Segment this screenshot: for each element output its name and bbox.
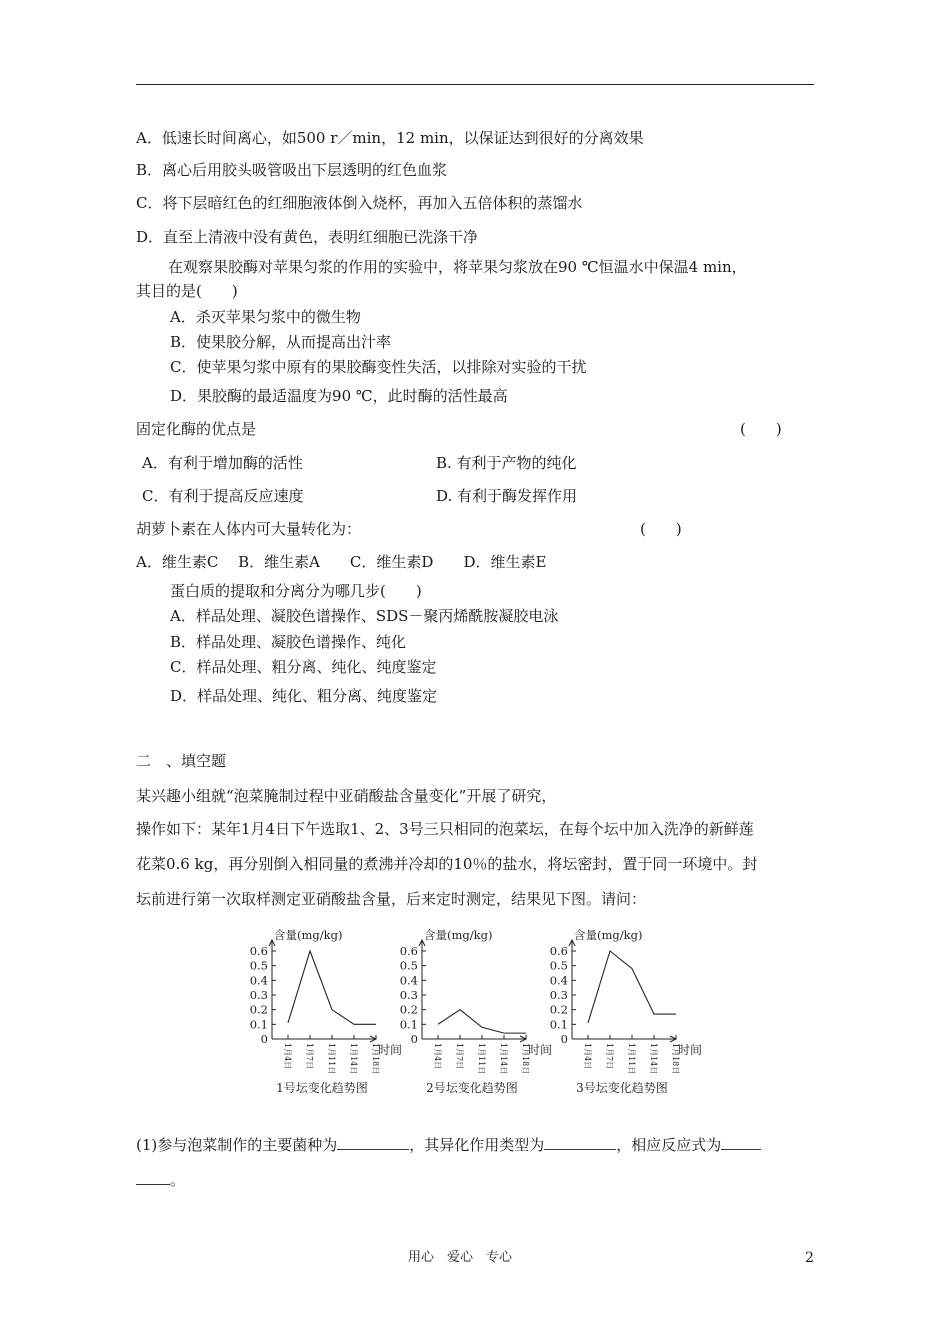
protein-stem: 蛋白质的提取和分离分为哪几步( ) <box>170 582 422 600</box>
chart-title: 3号坛变化趋势图 <box>576 1081 668 1095</box>
carotene-options: A．维生素C B．维生素A C．维生素D D．维生素E <box>136 553 547 571</box>
question-1-part3: ，相应反应式为 <box>616 1136 722 1154</box>
immobilized-option-b: B. 有利于产物的纯化 <box>436 454 577 472</box>
pectinase-option-a: A．杀灭苹果匀浆中的微生物 <box>170 308 361 326</box>
question-1-line <box>136 1135 761 1155</box>
x-tick-label: 1月7日 <box>305 1043 314 1070</box>
pectinase-stem-line2: 其目的是( ) <box>136 282 238 300</box>
y-tick-label: 0.4 <box>249 973 268 988</box>
y-tick-label: 0.5 <box>249 958 268 973</box>
y-tick-label: 0 <box>260 1032 268 1046</box>
footer-slogan: 用心 爱心 专心 <box>408 1250 513 1265</box>
x-tick-label: 1月18日 <box>521 1043 530 1075</box>
chart-title: 2号坛变化趋势图 <box>426 1081 518 1095</box>
section-heading: 二 、填空题 <box>136 752 227 770</box>
answer-blank-equation-cont[interactable] <box>136 1170 170 1185</box>
immobilized-answer-paren: ( ) <box>740 420 782 438</box>
y-tick-label: 0.4 <box>399 973 418 988</box>
y-tick-label: 0 <box>560 1032 568 1046</box>
y-tick-label: 0.6 <box>249 944 268 958</box>
y-tick-label: 0.1 <box>249 1017 268 1032</box>
x-axis-label: 时间 <box>678 1043 703 1057</box>
y-tick-label: 0 <box>410 1032 418 1046</box>
y-axis-label: 含量(mg/kg) <box>424 928 493 942</box>
y-tick-label: 0.5 <box>549 958 568 973</box>
x-axis-label: 时间 <box>528 1043 553 1057</box>
x-tick-label: 1月11日 <box>627 1043 636 1075</box>
x-tick-label: 1月4日 <box>583 1043 592 1070</box>
centrifuge-option-b: B．离心后用胶头吸管吸出下层透明的红色血浆 <box>136 161 448 179</box>
carotene-stem: 胡萝卜素在人体内可大量转化为： <box>136 520 362 538</box>
question-1-part2: ，其异化作用类型为 <box>409 1136 545 1154</box>
immobilized-stem: 固定化酶的优点是 <box>136 420 257 438</box>
centrifuge-option-a: A．低速长时间离心，如500 r／min，12 min，以保证达到很好的分离效果 <box>136 129 644 147</box>
centrifuge-option-d: D．直至上清液中没有黄色，表明红细胞已洗涤干净 <box>136 228 479 246</box>
pectinase-stem-line1: 在观察果胶酶对苹果匀浆的作用的实验中，将苹果匀浆放在90 ℃恒温水中保温4 min， <box>168 258 747 276</box>
pectinase-option-d: D．果胶酶的最适温度为90 ℃，此时酶的活性最高 <box>170 387 508 405</box>
x-axis-label: 时间 <box>378 1043 403 1057</box>
carotene-answer-paren: ( ) <box>640 520 682 538</box>
protein-option-c: C．样品处理、粗分离、纯化、纯度鉴定 <box>170 658 437 676</box>
x-tick-label: 1月4日 <box>283 1043 292 1070</box>
y-tick-label: 0.2 <box>399 1002 418 1017</box>
question-1-line2 <box>136 1170 185 1190</box>
pectinase-option-b: B．使果胶分解，从而提高出汁率 <box>170 333 392 351</box>
x-tick-label: 1月18日 <box>371 1043 380 1075</box>
header-rule <box>136 84 814 85</box>
section-paragraph-line2: 操作如下：某年1月4日下午选取1、2、3号三只相同的泡菜坛，在每个坛中加入洗净的新鲜莲 <box>136 820 754 838</box>
pectinase-option-c: C．使苹果匀浆中原有的果胶酶变性失活，以排除对实验的干扰 <box>170 358 587 376</box>
question-1-tail: 。 <box>170 1171 186 1189</box>
centrifuge-option-c: C．将下层暗红色的红细胞液体倒入烧杯，再加入五倍体积的蒸馏水 <box>136 194 583 212</box>
chart-title: 1号坛变化趋势图 <box>276 1081 368 1095</box>
x-tick-label: 1月11日 <box>477 1043 486 1075</box>
y-axis-label: 含量(mg/kg) <box>574 928 643 942</box>
immobilized-option-a: A．有利于增加酶的活性 <box>142 454 303 472</box>
x-tick-label: 1月14日 <box>499 1043 508 1075</box>
question-1-part1: (1)参与泡菜制作的主要菌种为 <box>136 1136 338 1154</box>
y-tick-label: 0.2 <box>549 1002 568 1017</box>
y-tick-label: 0.1 <box>549 1017 568 1032</box>
x-tick-label: 1月18日 <box>671 1043 680 1075</box>
y-tick-label: 0.5 <box>399 958 418 973</box>
y-tick-label: 0.6 <box>549 944 568 958</box>
x-tick-label: 1月14日 <box>349 1043 358 1075</box>
x-tick-label: 1月7日 <box>455 1043 464 1070</box>
x-tick-label: 1月4日 <box>433 1043 442 1070</box>
protein-option-a: A．样品处理、凝胶色谱操作、SDS－聚丙烯酰胺凝胶电泳 <box>170 607 559 625</box>
protein-option-b: B．样品处理、凝胶色谱操作、纯化 <box>170 633 407 651</box>
immobilized-option-c: C．有利于提高反应速度 <box>142 487 304 505</box>
section-paragraph-line3: 花菜0.6 kg，再分别倒入相同量的煮沸并冷却的10％的盐水，将坛密封，置于同一环境中。封 <box>136 855 758 873</box>
series-line <box>288 951 376 1024</box>
series-line <box>588 951 676 1023</box>
section-paragraph-line1: 某兴趣小组就“泡菜腌制过程中亚硝酸盐含量变化”开展了研究， <box>136 787 557 805</box>
x-tick-label: 1月7日 <box>605 1043 614 1070</box>
section-paragraph-line4: 坛前进行第一次取样测定亚硝酸盐含量，后来定时测定，结果见下图。请问： <box>136 890 647 908</box>
y-tick-label: 0.1 <box>399 1017 418 1032</box>
y-tick-label: 0.6 <box>399 944 418 958</box>
y-tick-label: 0.4 <box>549 973 568 988</box>
page-number: 2 <box>805 1250 814 1266</box>
x-tick-label: 1月14日 <box>649 1043 658 1075</box>
y-tick-label: 0.3 <box>549 988 568 1002</box>
y-tick-label: 0.3 <box>249 988 268 1002</box>
y-tick-label: 0.3 <box>399 988 418 1002</box>
answer-blank-equation[interactable] <box>721 1135 761 1150</box>
protein-option-d: D．样品处理、纯化、粗分离、纯度鉴定 <box>170 687 438 705</box>
answer-blank-type[interactable] <box>544 1135 616 1150</box>
y-tick-label: 0.2 <box>249 1002 268 1017</box>
answer-blank-strain[interactable] <box>337 1135 409 1150</box>
x-tick-label: 1月11日 <box>327 1043 336 1075</box>
y-axis-label: 含量(mg/kg) <box>274 928 343 942</box>
nitrite-trend-charts <box>236 924 716 1104</box>
series-line <box>438 1010 526 1033</box>
immobilized-option-d: D. 有利于酶发挥作用 <box>436 487 578 505</box>
